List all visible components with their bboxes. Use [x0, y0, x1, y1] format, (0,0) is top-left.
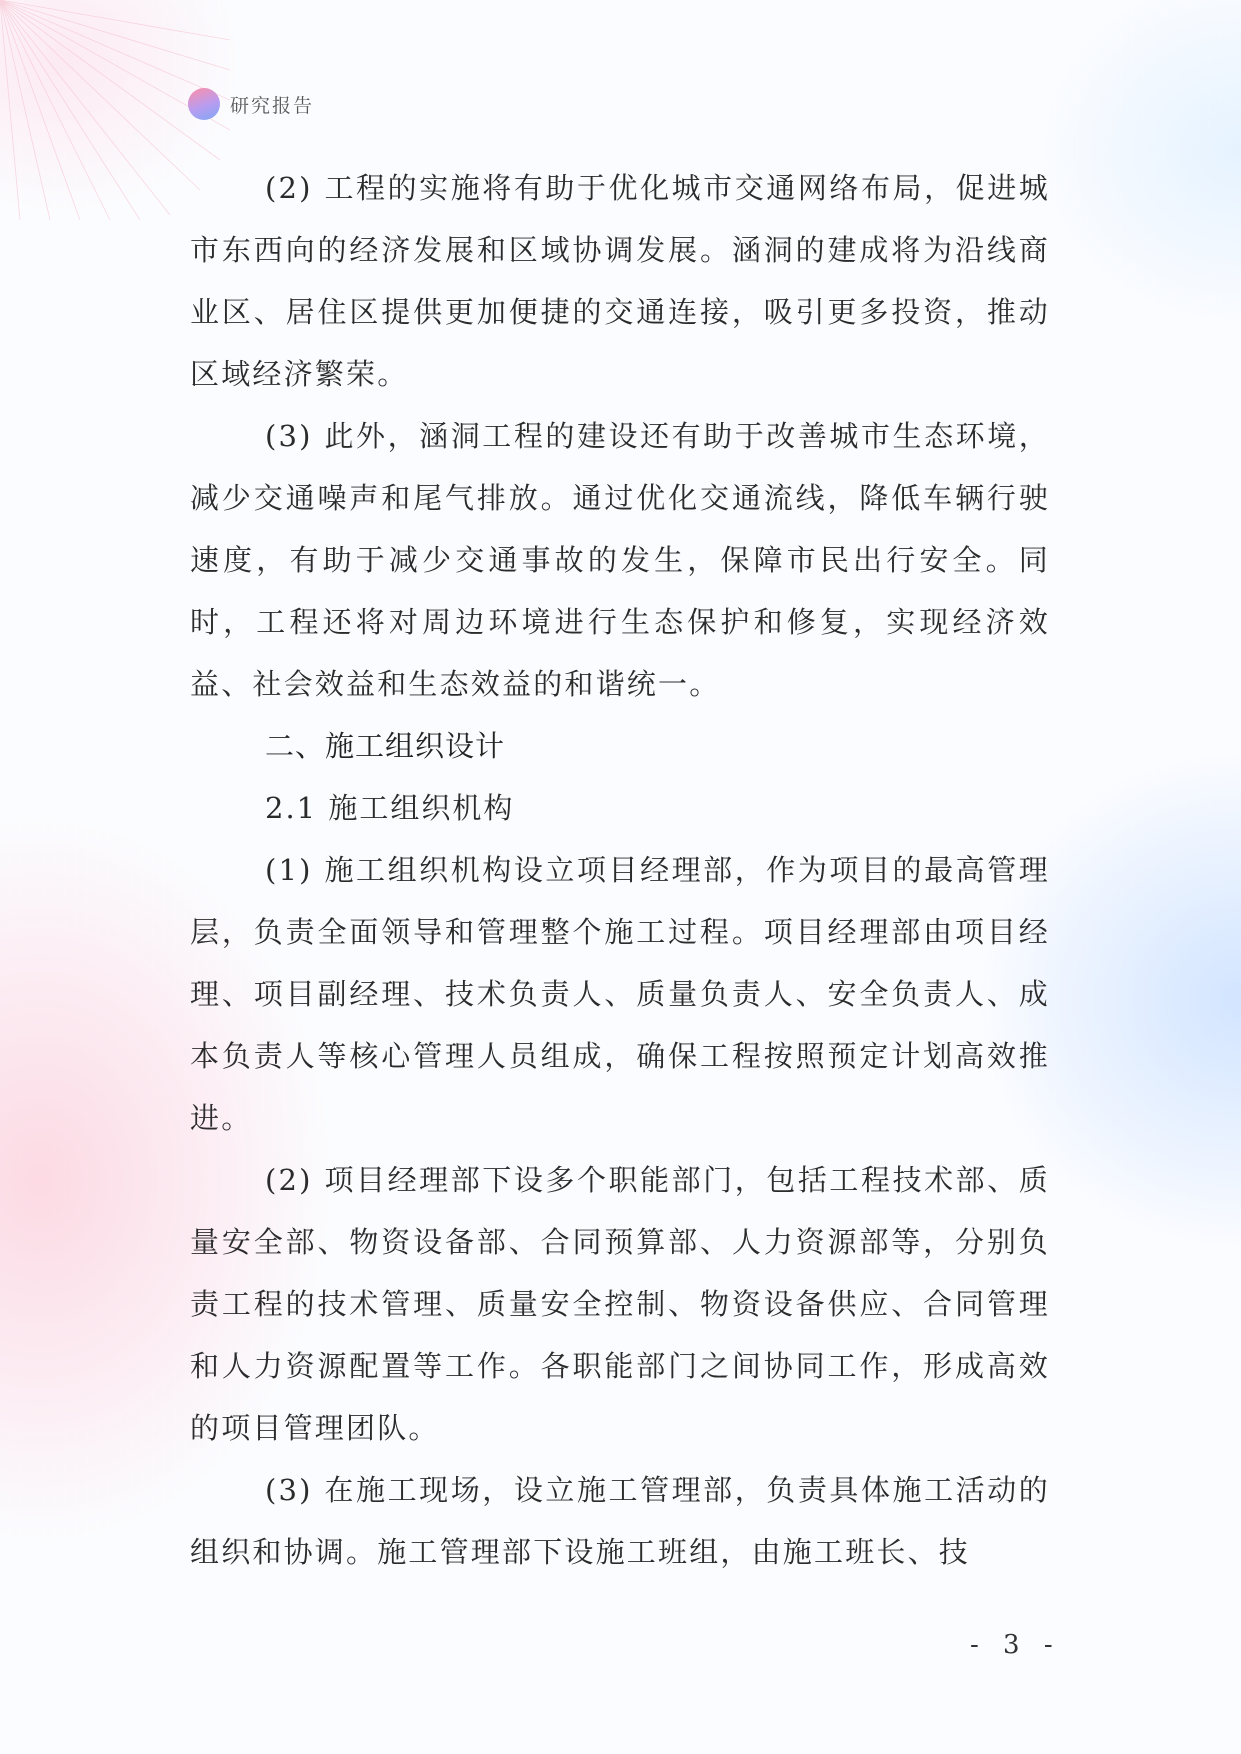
page-header: [188, 88, 314, 120]
paragraph-2: (3) 此外，涵洞工程的建设还有助于改善城市生态环境，减少交通噪声和尾气排放。通过优化交通流线，降低车辆行驶速度，有助于减少交通事故的发生，保障市民出行安全。同时，工程还将对周边环境进行生态保护和修复，实现经济效益、社会效益和生态效益的和谐统一。: [190, 419, 1050, 701]
section-heading: 二、施工组织设计: [265, 729, 506, 763]
paragraph-4: (2) 项目经理部下设多个职能部门，包括工程技术部、质量安全部、物资设备部、合同预算部、人力资源部等，分别负责工程的技术管理、质量安全控制、物资设备供应、合同管理和人力资源配置等工作。各职能部门之间协同工作，形成高效的项目管理团队。: [190, 1163, 1050, 1445]
subsection-heading: 2.1 施工组织机构: [265, 791, 515, 825]
logo-icon: [188, 88, 220, 120]
document-body: [190, 157, 1050, 1583]
paragraph-5: (3) 在施工现场，设立施工管理部，负责具体施工活动的组织和协调。施工管理部下设施工班组，由施工班长、技: [190, 1473, 1050, 1569]
page-number: - 3 -: [970, 1630, 1061, 1660]
header-title: 研究报告: [230, 94, 315, 117]
paragraph-3: (1) 施工组织机构设立项目经理部，作为项目的最高管理层，负责全面领导和管理整个施工过程。项目经理部由项目经理、项目副经理、技术负责人、质量负责人、安全负责人、成本负责人等核心管理人员组成，确保工程按照预定计划高效推进。: [190, 853, 1050, 1135]
paragraph-1: (2) 工程的实施将有助于优化城市交通网络布局，促进城市东西向的经济发展和区域协调发展。涵洞的建成将为沿线商业区、居住区提供更加便捷的交通连接，吸引更多投资，推动区域经济繁荣。: [190, 171, 1050, 391]
